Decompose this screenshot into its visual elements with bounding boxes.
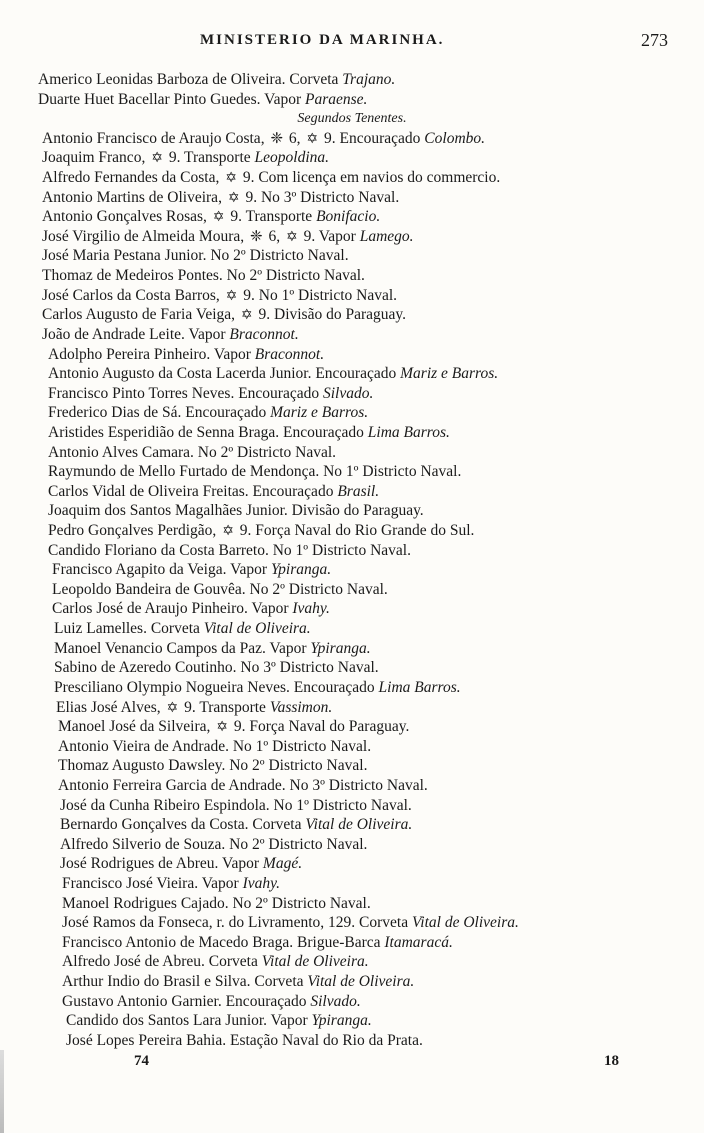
star-decoration-icon: ✡ [227, 190, 240, 206]
officer-entry [0, 305, 704, 325]
officer-entry [0, 854, 704, 874]
entry-text: José da Cunha Ribeiro Espindola. No 1º Districto Naval. [60, 796, 412, 814]
ship-name: Ypiranga. [310, 639, 371, 657]
entry-text: 9. Com licença em navios do commercio. [238, 169, 501, 187]
ship-name: Trajano. [342, 71, 396, 88]
officer-entry [0, 501, 704, 521]
officer-entry [0, 70, 704, 90]
ship-name: Ivahy. [292, 600, 330, 618]
entry-text: Aristides Esperidião de Senna Braga. Encouraçado [48, 423, 368, 441]
entry-text: Pedro Gonçalves Perdigão, [48, 522, 221, 540]
star-decoration-icon: ✡ [151, 151, 163, 167]
officer-entry [0, 266, 704, 286]
ship-name: Vital de Oliveira. [261, 953, 369, 971]
officer-entry [0, 678, 704, 698]
entry-text: Frederico Dias de Sá. Encouraçado [48, 404, 271, 422]
ship-name: Bonifacio. [316, 208, 381, 226]
entry-text: Raymundo de Mello Furtado de Mendonça. No 1º Districto Naval. [48, 463, 462, 481]
officer-entry [0, 992, 704, 1012]
ship-name: Mariz e Barros. [270, 404, 369, 422]
entry-text: José Rodrigues de Abreu. Vapor [60, 855, 263, 873]
entry-text: Manoel Rodrigues Cajado. No 2º Districto Naval. [62, 894, 371, 912]
officer-entry [0, 658, 704, 678]
entry-text: José Carlos da Costa Barros, [42, 286, 224, 304]
officer-entry [0, 874, 704, 894]
entry-text: Francisco Antonio de Macedo Braga. Brigue-Barca [62, 933, 385, 951]
entry-text: Francisco Pinto Torres Neves. Encouraçado [48, 384, 323, 402]
page-footer [0, 1053, 704, 1075]
entry-text: Manoel José da Silveira, [58, 718, 215, 736]
officer-entry [0, 1011, 704, 1031]
officer-entry [0, 345, 704, 365]
signature-mark-left: 74 [134, 1053, 149, 1069]
entry-text: Antonio Alves Camara. No 2º Districto Naval. [48, 443, 337, 461]
medal-decoration-icon: ❈ [270, 130, 284, 147]
star-decoration-icon: ✡ [285, 229, 298, 245]
page-header [0, 30, 704, 54]
officer-entry [0, 541, 704, 561]
ship-name: Vital de Oliveira. [203, 620, 311, 638]
entry-text: Candido Floriano da Costa Barreto. No 1º Districto Naval. [48, 541, 411, 559]
entry-text: Adolpho Pereira Pinheiro. Vapor [48, 345, 255, 363]
officer-entry [0, 423, 704, 443]
section-subheading [0, 109, 704, 129]
entry-text: Francisco Agapito da Veiga. Vapor [52, 561, 271, 579]
officer-entry [0, 717, 704, 737]
officer-entry [0, 599, 704, 619]
entry-text: 6, [264, 227, 284, 245]
entry-text: Antonio Gonçalves Rosas, [42, 208, 211, 226]
star-decoration-icon: ✡ [225, 288, 238, 304]
entry-text: Presciliano Olympio Nogueira Neves. Encouraçado [54, 678, 379, 696]
star-decoration-icon: ✡ [216, 720, 228, 736]
ship-name: Brasil. [337, 482, 380, 500]
entry-text: 6, [285, 129, 305, 147]
star-decoration-icon: ✡ [225, 171, 237, 187]
officer-entry [0, 227, 704, 247]
officer-entry [0, 521, 704, 541]
ship-name: Ypiranga. [270, 561, 332, 579]
officer-entry [0, 835, 704, 855]
officer-list [0, 70, 704, 1050]
entry-text: Antonio Augusto da Costa Lacerda Junior. Encouraçado [48, 365, 401, 383]
officer-entry [0, 325, 704, 345]
ship-name: Silvado. [310, 992, 361, 1010]
ship-name: Silvado. [322, 384, 374, 402]
entry-text: Candido dos Santos Lara Junior. Vapor [66, 1012, 312, 1030]
officer-entry [0, 129, 704, 149]
entry-text: 9. Transporte [226, 208, 317, 226]
page-number: 273 [641, 30, 668, 50]
ship-name: Magé. [262, 855, 303, 873]
officer-entry [0, 90, 704, 110]
officer-entry [0, 972, 704, 992]
entry-text: Thomaz Augusto Dawsley. No 2º Districto Naval. [58, 757, 368, 775]
entry-text: 9. Força Naval do Rio Grande do Sul. [235, 522, 475, 540]
entry-text: Joaquim Franco, [42, 149, 150, 167]
entry-text: Alfredo José de Abreu. Corveta [62, 953, 262, 971]
ship-name: Vital de Oliveira. [411, 914, 519, 932]
officer-entry [0, 580, 704, 600]
ship-name: Itamaracá. [384, 933, 453, 951]
entry-text: 9. Encouraçado [320, 129, 425, 147]
officer-entry [0, 756, 704, 776]
ship-name: Leopoldina. [254, 149, 330, 167]
entry-text: Luiz Lamelles. Corveta [54, 620, 204, 638]
entry-text: 9. Transporte [180, 698, 270, 716]
page-edge-shadow [0, 1050, 4, 1133]
entry-text: Antonio Francisco de Araujo Costa, [42, 129, 269, 147]
star-decoration-icon: ✡ [240, 308, 253, 324]
entry-text: Arthur Indio do Brasil e Silva. Corveta [62, 973, 308, 991]
officer-entry [0, 560, 704, 580]
entry-text: Antonio Vieira de Andrade. No 1º Districto Naval. [58, 737, 372, 755]
star-decoration-icon: ✡ [166, 700, 179, 716]
signature-mark-right: 18 [604, 1053, 619, 1069]
officer-entry [0, 796, 704, 816]
ship-name: Vital de Oliveira. [305, 816, 413, 834]
officer-entry [0, 168, 704, 188]
entry-text: Antonio Martins de Oliveira, [42, 188, 226, 206]
entry-text: 9. Vapor [299, 227, 360, 245]
ship-name: Vassimon. [269, 698, 333, 716]
ship-name: Lima Barros. [367, 423, 450, 441]
ship-name: Mariz e Barros. [400, 365, 499, 383]
officer-entry [0, 403, 704, 423]
ship-name: Braconnot. [254, 345, 325, 363]
officer-entry [0, 737, 704, 757]
entry-text: José Virgilio de Almeida Moura, [42, 227, 249, 245]
entry-text: Gustavo Antonio Garnier. Encouraçado [62, 992, 311, 1010]
ship-name: Ivahy. [242, 874, 281, 892]
entry-text: João de Andrade Leite. Vapor [42, 325, 230, 343]
ship-name: Lamego. [359, 227, 414, 245]
entry-text: Carlos José de Araujo Pinheiro. Vapor [52, 600, 293, 618]
ship-name: Ypiranga. [311, 1012, 372, 1030]
officer-entry [0, 698, 704, 718]
officer-entry [0, 913, 704, 933]
officer-entry [0, 894, 704, 914]
entry-text: Carlos Vidal de Oliveira Freitas. Encouraçado [48, 482, 338, 500]
ship-name: Braconnot. [229, 325, 299, 343]
entry-text: Americo Leonidas Barboza de Oliveira. Corveta [38, 71, 343, 88]
officer-entry [0, 462, 704, 482]
entry-text: 9. Força Naval do Paraguay. [230, 718, 410, 736]
officer-entry [0, 384, 704, 404]
ship-name: Paraense. [305, 90, 368, 108]
ship-name: Vital de Oliveira. [307, 973, 415, 991]
entry-text: Francisco José Vieira. Vapor [62, 874, 243, 892]
officer-entry [0, 1031, 704, 1051]
officer-entry [0, 952, 704, 972]
entry-text: Alfredo Fernandes da Costa, [42, 169, 224, 187]
officer-entry [0, 364, 704, 384]
medal-decoration-icon: ❈ [250, 228, 263, 245]
entry-text: Manoel Venancio Campos da Paz. Vapor [54, 639, 311, 657]
officer-entry [0, 933, 704, 953]
entry-text: Antonio Ferreira Garcia de Andrade. No 3º Districto Naval. [58, 776, 428, 794]
star-decoration-icon: ✡ [212, 210, 225, 226]
star-decoration-icon: ✡ [306, 131, 319, 147]
entry-text: Segundos Tenentes. [297, 111, 407, 127]
officer-entry [0, 246, 704, 266]
entry-text: Joaquim dos Santos Magalhães Junior. Divisão do Paraguay. [48, 502, 424, 520]
entry-text: Sabino de Azeredo Coutinho. No 3º Districto Naval. [54, 659, 379, 677]
entry-text: José Maria Pestana Junior. No 2º Districto Naval. [42, 247, 349, 265]
entry-text: 9. Divisão do Paraguay. [254, 306, 407, 324]
officer-entry [0, 776, 704, 796]
officer-entry [0, 148, 704, 168]
officer-entry [0, 619, 704, 639]
entry-text: 9. No 3º Districto Naval. [241, 188, 400, 206]
ship-name: Lima Barros. [378, 678, 461, 696]
officer-entry [0, 482, 704, 502]
entry-text: Duarte Huet Bacellar Pinto Guedes. Vapor [38, 90, 306, 108]
officer-entry [0, 443, 704, 463]
entry-text: Alfredo Silverio de Souza. No 2º Districto Naval. [60, 835, 368, 853]
entry-text: Elias José Alves, [56, 698, 165, 716]
entry-text: José Ramos da Fonseca, r. do Livramento, 129. Corveta [62, 914, 412, 932]
entry-text: Leopoldo Bandeira de Gouvêa. No 2º Districto Naval. [52, 580, 388, 598]
running-head: MINISTERIO DA MARINHA. [200, 32, 445, 48]
entry-text: José Lopes Pereira Bahia. Estação Naval do Rio da Prata. [66, 1031, 423, 1049]
officer-entry [0, 207, 704, 227]
officer-entry [0, 286, 704, 306]
entry-text: 9. No 1º Districto Naval. [239, 286, 398, 304]
entry-text: Bernardo Gonçalves da Costa. Corveta [60, 816, 306, 834]
officer-entry [0, 188, 704, 208]
entry-text: Carlos Augusto de Faria Veiga, [42, 306, 239, 324]
entry-text: Thomaz de Medeiros Pontes. No 2º Districto Naval. [42, 267, 365, 285]
officer-entry [0, 815, 704, 835]
ship-name: Colombo. [424, 129, 486, 147]
officer-entry [0, 639, 704, 659]
entry-text: 9. Transporte [164, 149, 255, 167]
star-decoration-icon: ✡ [222, 524, 234, 540]
